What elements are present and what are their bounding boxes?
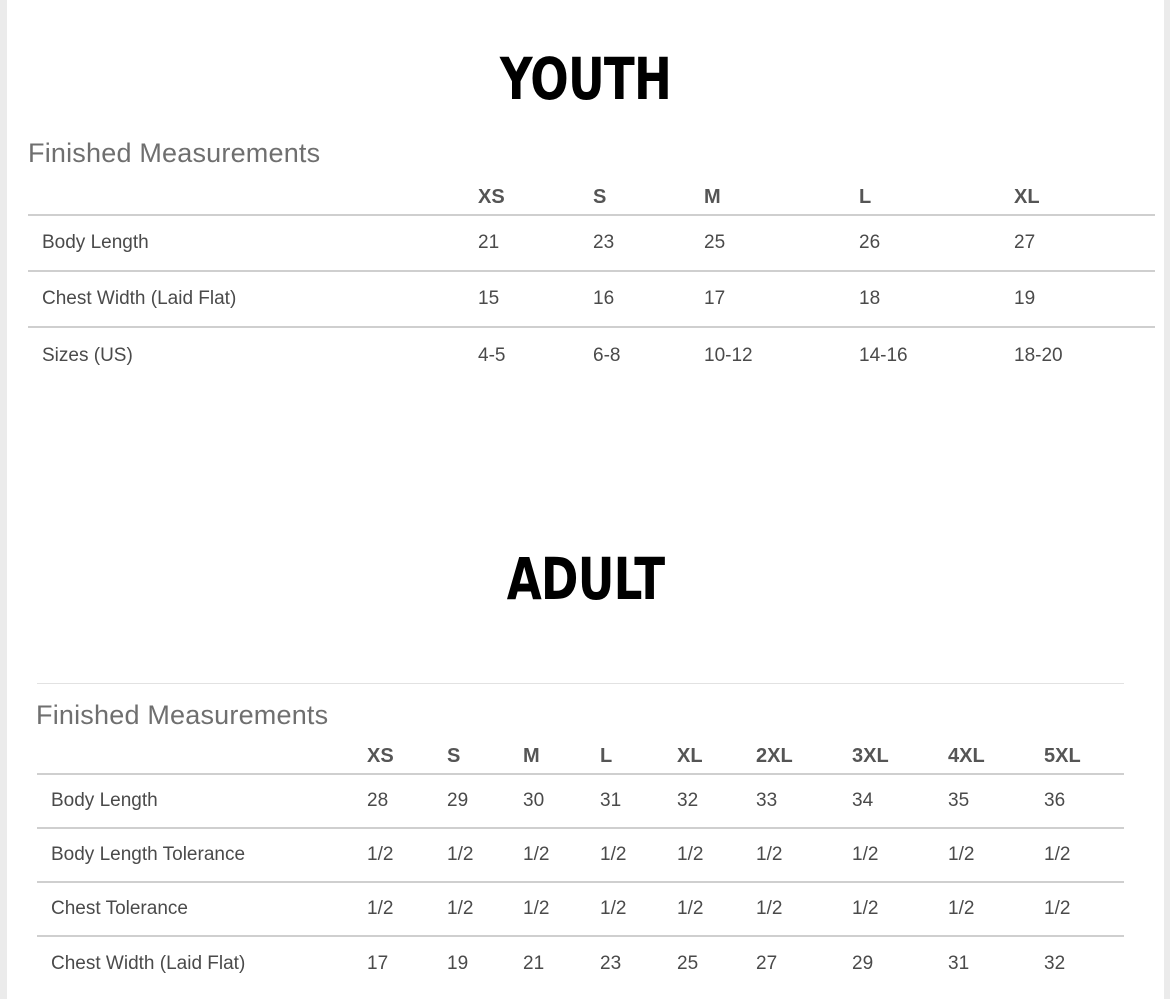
column-header-3xl: 3XL [852, 740, 948, 774]
table-cell: 18-20 [1014, 344, 1063, 366]
table-row [28, 327, 1155, 383]
column-header-5xl: 5XL [1044, 740, 1124, 774]
column-header-m: M [704, 180, 859, 215]
table-cell: 1/2 [523, 882, 600, 936]
table-cell: 31 [948, 952, 970, 974]
youth-measurements-title: Finished Measurements [28, 138, 321, 168]
table-cell: 25 [677, 952, 699, 974]
table-row [28, 215, 1155, 271]
table-cell: 34 [852, 774, 948, 828]
table-cell: 1/2 [948, 882, 1044, 936]
table-cell: 28 [367, 774, 447, 828]
table-cell: 33 [756, 774, 852, 828]
table-cell: 21 [523, 952, 545, 974]
section-divider [37, 683, 1124, 684]
column-header-xs: XS [478, 180, 593, 215]
youth-heading: YOUTH [499, 45, 672, 113]
column-header-xl: XL [677, 740, 756, 774]
row-label: Body Length [28, 215, 478, 271]
table-cell: 14-16 [859, 344, 908, 366]
row-label-header [37, 740, 367, 774]
table-cell: 1/2 [756, 882, 852, 936]
table-cell: 25 [704, 215, 859, 271]
table-cell: 1/2 [367, 828, 447, 882]
table-row [28, 271, 1155, 327]
table-cell: 1/2 [447, 828, 523, 882]
table-cell: 15 [478, 271, 593, 327]
table-cell: 29 [852, 952, 874, 974]
table-cell: 1/2 [852, 828, 948, 882]
youth-size-table [28, 180, 1155, 383]
table-cell: 32 [1044, 952, 1066, 974]
column-header-4xl: 4XL [948, 740, 1044, 774]
table-cell: 16 [593, 271, 704, 327]
table-header-row [37, 740, 1124, 774]
column-header-xs: XS [367, 740, 447, 774]
row-label: Body Length Tolerance [37, 828, 367, 882]
table-cell: 1/2 [600, 882, 677, 936]
table-cell: 18 [859, 271, 1014, 327]
row-label: Body Length [37, 774, 367, 828]
table-cell: 19 [447, 952, 469, 974]
table-cell: 1/2 [756, 828, 852, 882]
column-header-s: S [593, 180, 704, 215]
table-cell: 6-8 [593, 344, 621, 366]
table-cell: 35 [948, 774, 1044, 828]
table-header-row [28, 180, 1155, 215]
table-cell: 4-5 [478, 344, 506, 366]
table-cell: 10-12 [704, 344, 753, 366]
table-cell: 1/2 [677, 882, 756, 936]
table-cell: 1/2 [523, 828, 600, 882]
table-cell: 1/2 [367, 882, 447, 936]
adult-measurements-title: Finished Measurements [36, 700, 329, 730]
table-cell: 23 [593, 215, 704, 271]
column-header-l: L [600, 740, 677, 774]
column-header-l: L [859, 180, 1014, 215]
table-cell: 32 [677, 774, 756, 828]
table-cell: 23 [600, 952, 622, 974]
table-cell: 27 [756, 952, 778, 974]
table-cell: 27 [1014, 215, 1155, 271]
adult-size-table [37, 740, 1124, 990]
table-cell: 30 [523, 774, 600, 828]
column-header-2xl: 2XL [756, 740, 852, 774]
table-row [37, 936, 1124, 990]
row-label: Chest Width (Laid Flat) [51, 952, 246, 974]
row-label: Sizes (US) [42, 344, 133, 366]
table-cell: 1/2 [1044, 882, 1124, 936]
table-row [37, 774, 1124, 828]
row-label-header [28, 180, 478, 215]
table-row [37, 882, 1124, 936]
column-header-s: S [447, 740, 523, 774]
table-cell: 17 [367, 952, 389, 974]
table-cell: 1/2 [948, 828, 1044, 882]
table-cell: 36 [1044, 774, 1124, 828]
table-cell: 1/2 [447, 882, 523, 936]
table-cell: 19 [1014, 271, 1155, 327]
row-label: Chest Width (Laid Flat) [28, 271, 478, 327]
table-row [37, 828, 1124, 882]
table-cell: 1/2 [600, 828, 677, 882]
table-cell: 21 [478, 215, 593, 271]
adult-heading: ADULT [506, 545, 665, 613]
table-cell: 1/2 [1044, 828, 1124, 882]
table-cell: 29 [447, 774, 523, 828]
column-header-m: M [523, 740, 600, 774]
table-cell: 1/2 [852, 882, 948, 936]
table-cell: 31 [600, 774, 677, 828]
table-cell: 1/2 [677, 828, 756, 882]
column-header-xl: XL [1014, 180, 1155, 215]
table-cell: 26 [859, 215, 1014, 271]
table-cell: 17 [704, 271, 859, 327]
row-label: Chest Tolerance [37, 882, 367, 936]
size-chart-page [7, 0, 1164, 999]
